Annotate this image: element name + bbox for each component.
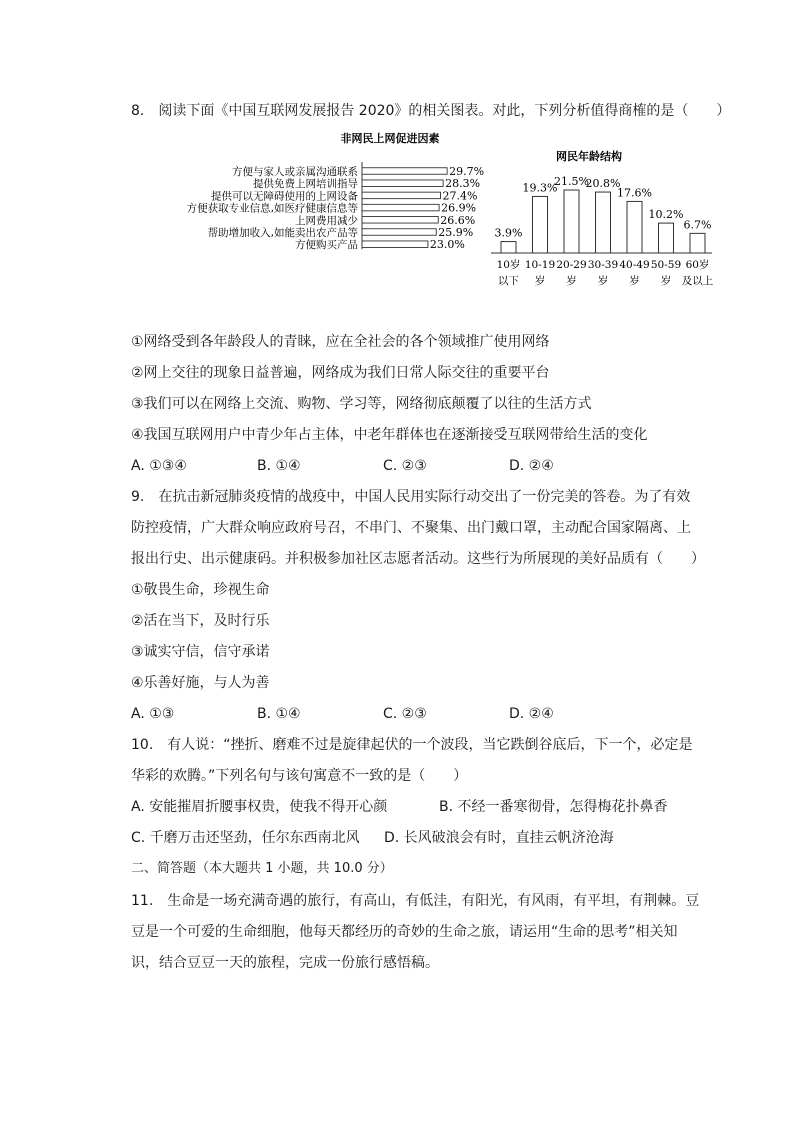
q11-stem-line-3: 识，结合豆豆一天的旅程，完成一份旅行感悟稿。	[131, 955, 439, 971]
tick-label: 10岁	[496, 259, 521, 271]
category-label: 提供免费上网培训指导	[253, 178, 358, 191]
q9-stem-line-3: 报出行史、出示健康码。并积极参加社区志愿者活动。这些行为所展现的美好品质有（ ）	[131, 551, 705, 567]
non-netizen-factors-chart	[187, 131, 484, 251]
q8-statement-4: ④我国互联网用户中青少年占主体，中老年群体也在逐渐接受互联网带给生活的变化	[131, 427, 648, 443]
tick-label: 30-39	[587, 259, 619, 271]
q11-stem-line-1: 11. 生命是一场充满奇遇的旅行，有高山，有低洼，有阳光，有风雨，有平坦，有荆棘。豆	[131, 893, 700, 909]
q8-option-b[interactable]: B. ①④	[257, 458, 301, 474]
q8-figure	[0, 125, 794, 325]
q8-option-a[interactable]: A. ①③④	[131, 458, 187, 474]
q9-statement-4: ④乐善好施，与人为善	[131, 675, 270, 691]
category-label: 方便获取专业信息,如医疗健康信息等	[186, 202, 358, 215]
category-label: 帮助增加收入,如能卖出农产品等	[207, 227, 358, 239]
bar	[501, 242, 516, 253]
bar	[362, 229, 436, 236]
data-label: 20.8%	[585, 177, 621, 191]
data-label: 28.3%	[445, 177, 481, 191]
tick-label: 20-29	[556, 259, 587, 271]
q10-stem-line-1: 10. 有人说：“挫折、磨难不过是旋律起伏的一个波段，当它跌倒谷底后，下一个，必定是	[131, 737, 693, 753]
q9-statement-1: ①敬畏生命，珍视生命	[131, 582, 270, 598]
q9-option-b[interactable]: B. ①④	[257, 706, 301, 722]
bar	[564, 190, 579, 253]
bar	[627, 201, 642, 253]
category-label: 提供可以无障碍使用的上网设备	[211, 190, 358, 203]
q10-option-d[interactable]: D. 长风破浪会有时，直挂云帆济沧海	[384, 830, 614, 846]
data-label: 23.0%	[429, 238, 465, 252]
tick-label: 及以上	[681, 275, 714, 287]
bar	[362, 217, 438, 224]
q9-option-a[interactable]: A. ①③	[131, 706, 175, 722]
section-heading: 二、简答题（本大题共 1 小题，共 10.0 分）	[131, 861, 393, 876]
bar	[690, 233, 705, 253]
data-label: 17.6%	[617, 186, 652, 200]
q8-statement-2: ②网上交往的现象日益普遍，网络成为我们日常人际交往的重要平台	[131, 365, 550, 381]
data-label: 3.9%	[494, 226, 523, 240]
data-label: 29.7%	[449, 165, 485, 178]
data-label: 26.6%	[440, 213, 476, 227]
tick-label: 岁	[660, 275, 672, 287]
q10-option-a[interactable]: A. 安能摧眉折腰事权贵，使我不得开心颜	[131, 799, 388, 815]
data-label: 26.9%	[441, 201, 477, 215]
q11-stem-line-2: 豆是一个可爱的生命细胞，他每天都经历的奇妙的生命之旅，请运用“生命的思考”相关知	[131, 924, 678, 940]
q10-stem-line-2: 华彩的欢腾。”下列名句与该句寓意不一致的是（ ）	[131, 768, 468, 784]
tick-label: 60岁	[685, 259, 710, 271]
q8-stem: 8. 阅读下面《中国互联网发展报告 2020》的相关图表。对此，下列分析值得商榷的是（ ）	[131, 103, 731, 119]
category-label: 上网费用减少	[295, 214, 358, 227]
q8-statement-1: ①网络受到各年龄段人的青睐，应在全社会的各个领域推广使用网络	[131, 334, 550, 350]
data-label: 25.9%	[438, 226, 474, 239]
category-label: 方便购买产品	[295, 239, 358, 252]
q9-statement-2: ②活在当下，及时行乐	[131, 613, 270, 629]
chart-title: 非网民上网促进因素	[340, 132, 440, 145]
data-label: 10.2%	[648, 208, 684, 222]
category-label: 方便与家人或亲属沟通联系	[232, 166, 358, 178]
q9-statement-3: ③诚实守信，信守承诺	[131, 644, 270, 660]
q10-option-c[interactable]: C. 千磨万击还坚劲，任尔东西南北风	[131, 830, 360, 846]
chart-title: 网民年龄结构	[556, 150, 622, 163]
q9-stem-line-1: 9. 在抗击新冠肺炎疫情的战疫中，中国人民用实际行动交出了一份完美的答卷。为了有效	[131, 489, 691, 505]
q8-statement-3: ③我们可以在网络上交流、购物、学习等，网络彻底颠覆了以往的生活方式	[131, 396, 592, 412]
bar	[362, 241, 428, 248]
bar	[659, 223, 674, 253]
q9-stem-line-2: 防控疫情，广大群众响应政府号召，不串门、不聚集、出门戴口罩，主动配合国家隔离、上	[131, 520, 691, 536]
q9-option-c[interactable]: C. ②③	[383, 706, 427, 722]
tick-label: 岁	[534, 275, 546, 287]
data-label: 27.4%	[442, 189, 478, 203]
tick-label: 岁	[566, 275, 577, 287]
q9-option-d[interactable]: D. ②④	[509, 706, 554, 722]
netizen-age-chart	[491, 149, 714, 287]
tick-label: 50-59	[650, 259, 682, 271]
data-label: 19.3%	[522, 181, 558, 195]
bar	[362, 192, 441, 199]
bar	[533, 196, 548, 253]
tick-label: 10-19	[524, 259, 556, 271]
data-label: 6.7%	[683, 218, 712, 232]
data-label: 21.5%	[554, 175, 589, 188]
bar	[362, 180, 443, 187]
q8-option-c[interactable]: C. ②③	[383, 458, 427, 474]
q8-option-d[interactable]: D. ②④	[509, 458, 554, 474]
q10-option-b[interactable]: B. 不经一番寒彻骨，怎得梅花扑鼻香	[439, 799, 668, 815]
tick-label: 岁	[629, 275, 640, 287]
bar	[362, 168, 447, 175]
tick-label: 岁	[597, 275, 609, 287]
bar	[362, 204, 439, 211]
tick-label: 40-49	[619, 259, 650, 271]
tick-label: 以下	[498, 275, 519, 287]
bar	[596, 192, 611, 253]
